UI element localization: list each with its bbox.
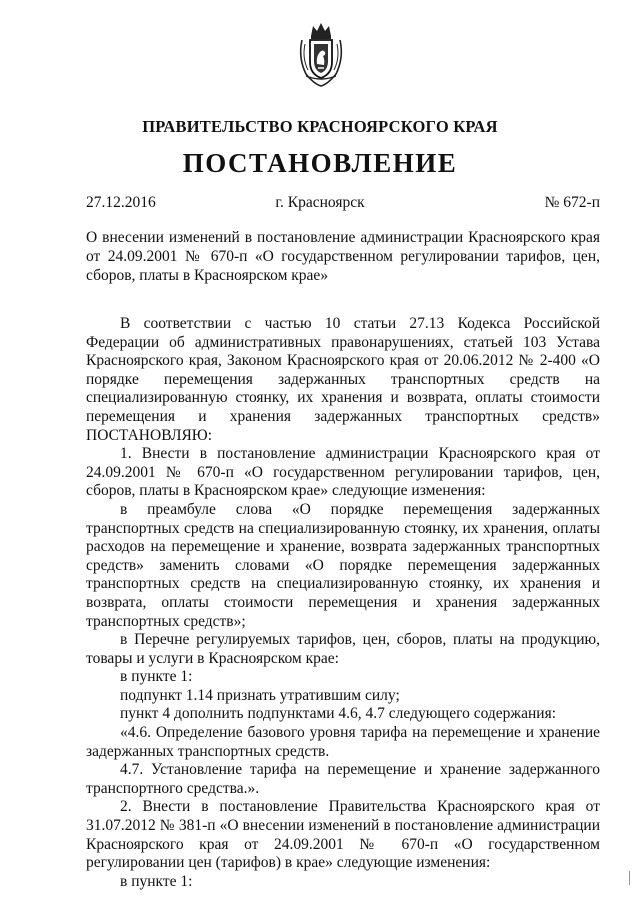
- document-date: 27.12.2016: [86, 194, 156, 211]
- paragraph: в пункте 1:: [120, 872, 193, 890]
- paragraph: подпункт 1.14 признать утратившим силу;: [120, 686, 400, 704]
- document-type-title: ПОСТАНОВЛЕНИЕ: [182, 148, 458, 178]
- paragraph: В соответствии с частью 10 статьи 27.13 Кодекса Российской Федерации об административных правонарушениях, статьей 103 Устава Красноярского края, Законом Красноярского края от 20.06.2012 № 2-400 «О порядке перемещения задержанных транспортных средств на специализированную стоянку, их хранения и возврата, оплаты стоимости перемещения и хранения задержанных транспортных средств» ПОСТАНОВЛЯЮ:: [86, 315, 600, 444]
- document-subject: О внесении изменений в постановление администрации Красноярского края от 24.09.2001 № 670-п «О государственном регулировании тарифов, цен, сборов, платы в Красноярском крае»: [86, 229, 600, 284]
- paragraph: в пункте 1:: [120, 668, 193, 686]
- paragraph: 4.7. Установление тарифа на перемещение и хранение задержанного транспортного средства.».: [86, 761, 600, 797]
- paragraph: 2. Внести в постановление Правительства Красноярского края от 31.07.2012 № 381-п «О внесении изменений в постановление администрации Красноярского края от 24.09.2001 № 670-п «О государственном регулировании цен (тарифов) в крае» следующие изменения:: [86, 798, 600, 872]
- paragraph: в преамбуле слова «О порядке перемещения задержанных транспортных средств на специализированную стоянку, их хранения, оплаты расходов на перемещение и хранение, возврата задержанных транспортных средств» заменить словами «О порядке перемещения задержанных транспортных средств на специализированную стоянку, их хранения и возврата, оплаты стоимости перемещения и хранения задержанных транспортных средств»;: [86, 500, 600, 630]
- document-city: г. Красноярск: [275, 194, 365, 211]
- paragraph: «4.6. Определение базового уровня тарифа на перемещение и хранение задержанных транспортных средств.: [86, 724, 600, 760]
- scan-edge-mark: [629, 871, 634, 885]
- paragraph: в Перечне регулируемых тарифов, цен, сборов, платы на продукцию, товары и услуги в Красноярском крае:: [86, 631, 600, 667]
- paragraph: 1. Внести в постановление администрации Красноярского края от 24.09.2001 № 670-п «О государственном регулировании тарифов, цен, сборов, платы в Красноярском крае» следующие изменения:: [86, 445, 600, 500]
- paragraph: пункт 4 дополнить подпунктами 4.6, 4.7 следующего содержания:: [120, 705, 557, 723]
- document-number: № 672-п: [544, 194, 600, 211]
- government-name: ПРАВИТЕЛЬСТВО КРАСНОЯРСКОГО КРАЯ: [142, 117, 498, 136]
- coat-of-arms-icon: [296, 18, 346, 88]
- document-body: [86, 315, 600, 891]
